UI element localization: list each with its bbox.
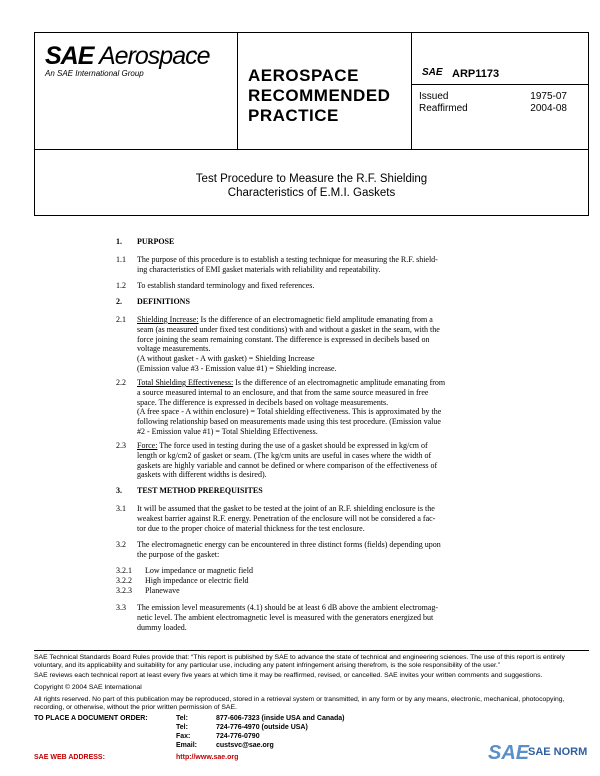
logo-cell <box>35 33 238 149</box>
doc-type-line: AEROSPACE <box>248 66 359 85</box>
text-line: The purpose of this procedure is to establish a testing technique for measuring the R.F. shield- <box>137 255 438 264</box>
text-line: a source measured internal to an enclosure, and that from the same source measured in free <box>137 387 429 397</box>
doc-type-line: RECOMMENDED <box>248 86 391 105</box>
section-number: 1.2 <box>116 281 126 290</box>
paragraph-2-2 <box>137 378 492 437</box>
reaffirmed-date: 2004-08 <box>530 103 567 114</box>
header-box <box>34 32 589 150</box>
order-label: TO PLACE A DOCUMENT ORDER: <box>34 715 148 722</box>
paragraph-2-3 <box>137 441 492 480</box>
text-line: netic level. The ambient electromagnetic level is measured with the generators energized but <box>137 612 434 622</box>
aerospace-logo-text: Aerospace <box>99 42 210 70</box>
text-line: The electromagnetic energy can be encountered in three distinct forms (fields) depending upon <box>137 540 441 549</box>
section-heading: DEFINITIONS <box>137 297 190 306</box>
fax-label: Fax: <box>176 733 191 740</box>
paragraph-3-2 <box>137 540 492 560</box>
paragraph-1-2 <box>137 281 492 291</box>
web-link[interactable]: http://www.sae.org <box>176 754 239 761</box>
reaffirmed-label: Reaffirmed <box>419 103 468 114</box>
tel-label: Tel: <box>176 724 188 731</box>
doc-title-line-2: Characteristics of E.M.I. Gaskets <box>227 187 396 199</box>
text-line: (A without gasket - A with gasket) = Shielding Increase <box>137 354 315 364</box>
issued-date: 1975-07 <box>530 91 567 102</box>
section-number: 3.3 <box>116 603 126 612</box>
text-line: gaskets with different widths is desired). <box>137 470 267 480</box>
text-line: following relationship based on measurements made using this test procedure. (Emission value <box>137 417 441 427</box>
section-number: 2.1 <box>116 315 126 324</box>
section-number: 3. <box>116 486 122 495</box>
text-line: gaskets are highly variable and cannot be defined or where comparison of the effectiveness of <box>137 460 438 470</box>
list-item: Planewave <box>145 586 180 595</box>
text-line: The emission level measurements (4.1) should be at least 6 dB above the ambient electromag- <box>137 603 439 612</box>
footer-copyright: Copyright © 2004 SAE International <box>34 684 142 691</box>
section-number: 1.1 <box>116 255 126 264</box>
term-label: Shielding Increase: <box>137 315 199 324</box>
text-line: #2 - Emission value #1) = Total Shielding Effectiveness. <box>137 426 318 436</box>
tel-value: 877-606-7323 (inside USA and Canada) <box>216 715 345 722</box>
doc-type-line: PRACTICE <box>248 106 339 125</box>
text-line: The force used in testing during the use of a gasket should be expressed in kg/cm of <box>157 441 428 450</box>
logo-subtitle: An SAE International Group <box>45 69 144 78</box>
sae-norm-mark: SAE <box>488 742 530 764</box>
footer-rights-text: All rights reserved. No part of this publication may be reproduced, stored in a retrieval system or transmitted, in any form or by any means, electronic, mechanical, photocopying, recording, or otherwise, without the prior written permission of SAE. <box>34 696 565 711</box>
section-number: 3.2.2 <box>116 576 132 585</box>
section-number: 3.2.1 <box>116 566 132 575</box>
section-number: 2.3 <box>116 441 126 450</box>
paragraph-2-1 <box>137 315 492 374</box>
text-line: seam (as measured under fixed test conditions) with and without a gasket in the seam, with the <box>137 324 440 334</box>
issued-label: Issued <box>419 91 449 102</box>
section-number: 2.2 <box>116 378 126 387</box>
reaffirmed-row <box>419 103 579 117</box>
section-number: 1. <box>116 237 122 246</box>
term-label: Total Shielding Effectiveness: <box>137 378 234 387</box>
text-line: ing characteristics of EMI gasket materials with reliability and repeatability. <box>137 264 381 274</box>
tel-label: Tel: <box>176 715 188 722</box>
text-line: tor due to the proper choice of material thickness for the test enclosure. <box>137 523 365 533</box>
paragraph-1-1 <box>137 255 492 275</box>
doc-title-line-1: Test Procedure to Measure the R.F. Shielding <box>195 173 428 185</box>
section-number: 3.2 <box>116 540 126 549</box>
text-line: (A free space - A within enclosure) = Total shielding effectiveness. This is approximated by the <box>137 407 442 417</box>
doc-type-cell <box>238 33 412 149</box>
sae-logo: SAE <box>45 42 94 70</box>
section-heading: TEST METHOD PREREQUISITES <box>137 486 263 495</box>
email-value[interactable]: custsvc@sae.org <box>216 742 274 749</box>
email-label: Email: <box>176 742 198 749</box>
term-label: Force: <box>137 441 158 450</box>
text-line: the purpose of the gasket: <box>137 549 220 559</box>
text-line: It will be assumed that the gasket to be tested at the joint of an R.F. shielding enclosure is the <box>137 504 435 513</box>
text-line: To establish standard terminology and fixed references. <box>137 281 315 290</box>
list-item: Low impedance or magnetic field <box>145 566 253 575</box>
list-item: High impedance or electric field <box>145 576 249 585</box>
paragraph-3-3 <box>137 603 492 632</box>
sae-norm-text: SAE NORM <box>528 746 588 758</box>
section-number: 3.2.3 <box>116 586 132 595</box>
doc-info-cell <box>412 33 588 149</box>
text-line: voltage measurements. <box>137 344 211 354</box>
text-line: Is the difference of an electromagnetic field amplitude emanating from a <box>198 315 433 324</box>
text-line: space. The difference is expressed in decibels based on voltage measurements. <box>137 397 389 407</box>
fax-value: 724-776-0790 <box>216 733 260 740</box>
title-box <box>34 148 589 216</box>
footer-rules-text: SAE Technical Standards Board Rules provide that: “This report is published by SAE to advance the state of technical and engineering sciences. The use of this report is entirely voluntary, and its applicability and suitability for any particular use, including any patent infringement arising therefrom, is the sole responsibility of the user.” <box>34 654 565 669</box>
text-line: force joining the seam remaining constant. The difference is expressed in decibels based on <box>137 334 430 344</box>
section-heading: PURPOSE <box>137 237 175 246</box>
tel-value: 724-776-4970 (outside USA) <box>216 724 308 731</box>
text-line: weakest barrier against R.F. energy. Penetration of the enclosure will not be considered a fac- <box>137 513 436 523</box>
doc-number: ARP1173 <box>452 68 500 80</box>
sae-mini-logo: SAE <box>422 67 443 78</box>
web-label: SAE WEB ADDRESS: <box>34 754 105 761</box>
footer-divider <box>34 650 589 651</box>
paragraph-3-1 <box>137 504 492 533</box>
sae-norm-logo <box>488 742 588 772</box>
text-line: dummy loaded. <box>137 622 187 632</box>
doc-type-title <box>248 66 408 126</box>
section-number: 3.1 <box>116 504 126 513</box>
footer-review-text: SAE reviews each technical report at least every five years at which time it may be reaffirmed, revised, or cancelled. SAE invites your written comments and suggestions. <box>34 672 543 679</box>
section-number: 2. <box>116 297 122 306</box>
text-line: (Emission value #3 - Emission value #1) = Shielding increase. <box>137 363 337 373</box>
text-line: length or kg/cm2 of gasket or seam. (The kg/cm units are useful in cases where the width of <box>137 450 432 460</box>
text-line: Is the difference of an electromagnetic amplitude emanating from <box>233 378 446 387</box>
info-divider <box>411 84 588 85</box>
